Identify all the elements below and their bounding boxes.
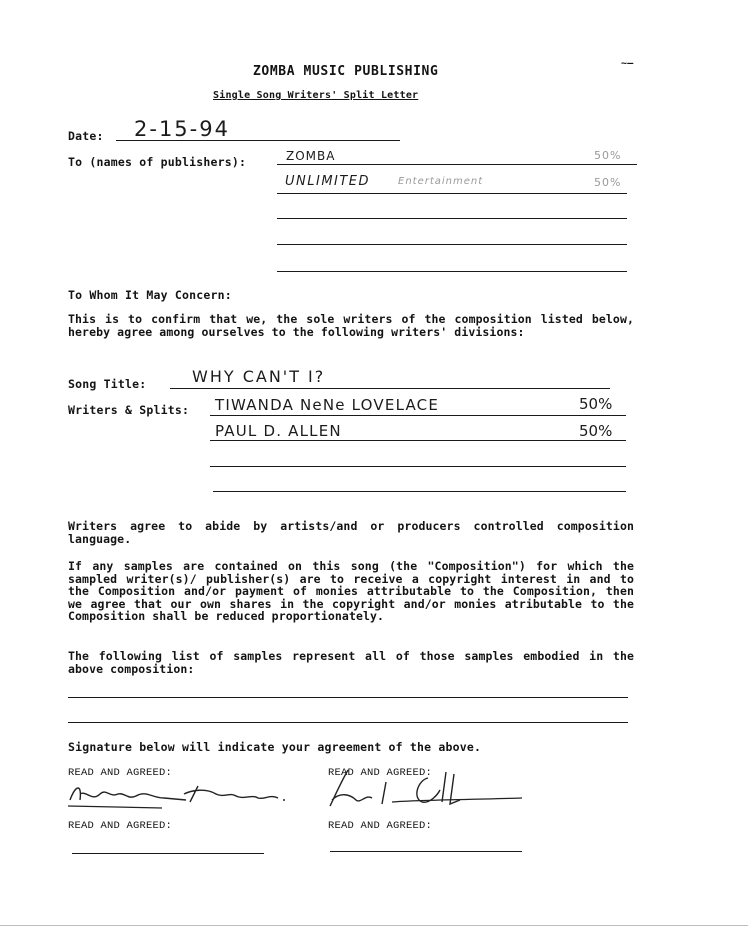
corner-mark: ~—: [621, 58, 634, 69]
read-agreed-label-2: READ AND AGREED:: [328, 767, 433, 779]
sample-list-clause: The following list of samples represent all of those samples embodied in the above composition:: [68, 649, 634, 676]
date-line: [116, 140, 400, 141]
signature-1: [66, 772, 296, 812]
writer-line-1: [210, 415, 626, 416]
publisher-line-2: [277, 193, 627, 194]
publisher-line-4: [277, 244, 627, 245]
publisher-line-5: [277, 271, 627, 272]
writers-label: Writers & Splits:: [68, 403, 190, 417]
date-value: 2-15-94: [134, 117, 230, 141]
writer-1-split: 50%: [579, 395, 613, 413]
signature-note: Signature below will indicate your agreement of the above.: [68, 740, 482, 754]
signature-line-4: [330, 851, 522, 852]
read-agreed-label-4: READ AND AGREED:: [328, 820, 433, 832]
publisher-2-name-faint: Entertainment: [398, 176, 484, 187]
document-subtitle: Single Song Writers' Split Letter: [213, 90, 419, 101]
publisher-1-share: 50%: [594, 149, 622, 162]
song-title-label: Song Title:: [68, 377, 147, 391]
controlled-composition-clause: Writers agree to abide by artists/and or producers controlled composition language.: [68, 519, 634, 546]
song-title-value: WHY CAN'T I?: [192, 367, 326, 386]
company-title: ZOMBA MUSIC PUBLISHING: [253, 64, 439, 79]
writer-1-name: TIWANDA NeNe LOVELACE: [215, 396, 440, 414]
signature-line-3: [72, 853, 264, 854]
publisher-line-3: [277, 218, 627, 219]
publishers-label: To (names of publishers):: [68, 155, 247, 169]
sample-line-1: [68, 697, 628, 698]
read-agreed-label-3: READ AND AGREED:: [68, 820, 173, 832]
writer-line-3: [210, 466, 626, 467]
publisher-2-share: 50%: [594, 176, 622, 189]
writer-line-4: [213, 491, 626, 492]
date-label: Date:: [68, 129, 104, 143]
publisher-line-1: [277, 164, 637, 165]
page-bottom-edge: [0, 925, 748, 926]
confirmation-paragraph: This is to confirm that we, the sole writers of the composition listed below, hereby agree among ourselves to the following writers' divisions:: [68, 312, 634, 339]
read-agreed-label-1: READ AND AGREED:: [68, 767, 173, 779]
writer-2-split: 50%: [579, 422, 613, 440]
writer-line-2: [210, 440, 626, 441]
song-title-line: [170, 388, 610, 389]
writer-2-name: PAUL D. ALLEN: [215, 422, 342, 440]
salutation: To Whom It May Concern:: [68, 288, 232, 302]
samples-clause: If any samples are contained on this song (the "Composition") for which the sampled writer(s)/ publisher(s) are to receive a copyright interest in and to the Composition and/or payment of monies attributable to the Composition, then we agree that our own shares in the copyright and/or monies atributable to the Composition shall be reduced proportionately.: [68, 559, 634, 623]
publisher-2-name: UNLIMITED: [285, 174, 371, 189]
signature-2: [326, 764, 526, 812]
sample-line-2: [68, 722, 628, 723]
publisher-1-name: ZOMBA: [286, 149, 336, 163]
